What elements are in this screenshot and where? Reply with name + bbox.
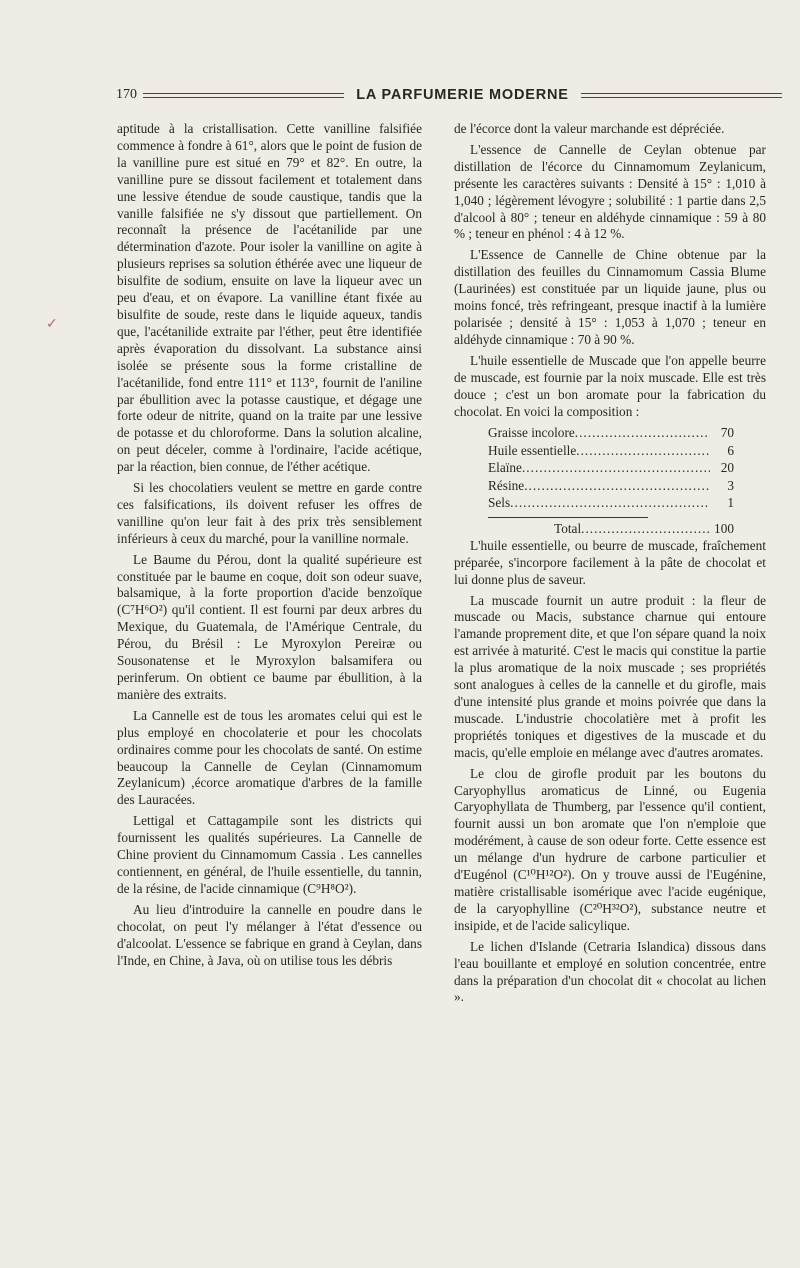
margin-mark: ✓ [46, 317, 58, 332]
component-name: Huile essentielle [488, 442, 577, 458]
page-number: 170 [116, 87, 137, 102]
left-column [117, 121, 422, 973]
paragraph: Si les chocolatiers veulent se mettre en garde contre ces falsifications, ils doivent refuser les offres de vanilline qu'on leur fait à des prix très sensiblement inférieurs à ceux du marché, pour la vanilline normale. [117, 480, 422, 546]
paragraph: Au lieu d'introduire la cannelle en poudre dans le chocolat, on peut l'y mélanger à l'état d'essence ou d'alcoolat. L'essence se fabrique en grand à Ceylan, dans l'Inde, en Chine, à Java, où on utilise tous les débris [117, 901, 422, 968]
component-name: Résine [488, 477, 525, 493]
composition-row [488, 424, 734, 441]
paragraph: L'huile essentielle de Muscade que l'on appelle beurre de muscade, est fournie par la noix muscade. Elle est très douce ; c'est un bon aromate pour la fabrication du chocolat. En voici la composition : [454, 352, 766, 419]
paragraph: La muscade fournit un autre produit : la fleur de muscade ou Macis, substance charnue qui entoure l'amande proprement dite, et que l'on sépare quand la noix est arrivée à maturité. C'est le macis qui constitue la partie la plus aromatique de la noix muscade ; ses propriétés sont analogues à celles de la cannelle et du girofle, mais d'une intensité plus grande et moins poivrée que dans la muscade. L'industrie chocolatière met à profit les propriétés toniques et digestives de la muscade et du macis, qu'elle emploie en mélange avec d'autres aromates. [454, 592, 766, 760]
composition-total [554, 520, 734, 537]
header-rule-right [581, 93, 782, 98]
paragraph: La Cannelle est de tous les aromates celui qui est le plus employé en chocolaterie et pour les chocolats ordinaires comme pour les chocolats de santé. On estime beaucoup la Cannelle de Ceylan (Cinnamomum Zeylanicum) ,écorce aromatique d'arbres de la famille des Lauracées. [117, 707, 422, 808]
composition-table [488, 424, 734, 511]
paragraph: Lettigal et Cattagampile sont les districts qui fournissent les qualités supérieures. La Cannelle de Chine provient du Cinnamomum Cassia . Les cannelles contiennent, en général, de l'huile essentielle, du tannin, de la résine, de l'acide cinnamique (C⁹H⁸O²). [117, 813, 422, 896]
header-rule-left [143, 93, 344, 98]
paragraph: Le lichen d'Islande (Cetraria Islandica) dissous dans l'eau bouillante et employé en solution concentrée, entre dans la préparation d'un chocolat dit « chocolat au lichen ». [454, 938, 766, 1005]
leader-dots [575, 424, 710, 441]
total-value: 100 [714, 521, 734, 537]
leader-dots [576, 442, 710, 459]
component-value: 3 [727, 477, 734, 493]
leader-dots [510, 494, 710, 511]
paragraph: aptitude à la cristallisation. Cette vanilline falsifiée commence à fondre à 61°, alors que le point de fusion de la vanilline pure est situé en 79° et 82°. En outre, la vanilline pure se dissout facilement et totalement dans une lessive étendue de soude caustique, tandis que la vanille falsifiée ne s'y dissout que partiellement. On reconnaît la présence de l'acétanilide par une détermination d'azote. Pour isoler la vanilline on agite à plusieurs reprises sa solution éthérée avec une liqueur de bisulfite de sodium, ensuite on lave la liqueur avec un peu d'eau, et on évapore. La vanilline étant fixée au bisulfite de soude, reste dans le liquide aqueux, tandis que, l'acétanilide extraite par l'éther, peut être identifiée après évaporation du dissolvant. La substance ainsi isolée se présente sous la forme cristalline de l'acétanilide, fond entre 111° et 113°, fournit de l'aniline par ébullition avec la potasse caustique, et dégage une forte odeur de nitrite, quand on la traite par une lessive de potasse et du chloroforme. Dans la solution alcaline, on peut déceler, comme à l'ordinaire, l'acide acétique, par la réaction, bien connue, de l'éther acétique. [117, 121, 422, 475]
paragraph: Le Baume du Pérou, dont la qualité supérieure est constituée par le baume en coque, doit son odeur suave, balsamique, à la forte proportion d'acide benzoïque (C⁷H⁶O²) qu'il contient. Il est fourni par deux arbres du Mexique, du Guatemala, de l'Amérique Centrale, du Pérou, du Brésil : Le Myroxylon Pereiræ ou Sousonatense et le Myroxylon balsamifera ou perinferum. On obtient ce baume par ébullition, à la manière des extraits. [117, 551, 422, 702]
leader-dots [524, 477, 710, 494]
composition-row [488, 477, 734, 494]
paragraph: de l'écorce dont la valeur marchande est dépréciée. [454, 121, 725, 136]
component-name: Graisse incolore [488, 425, 575, 441]
total-label: Total [554, 521, 582, 537]
component-value: 70 [720, 425, 734, 441]
component-name: Elaïne [488, 460, 522, 476]
composition-row [488, 459, 734, 476]
paragraph: L'Essence de Cannelle de Chine obtenue par la distillation des feuilles du Cinnamomum Cassia Blume (Laurinées) est constituée par un liquide jaune, plus ou moins foncé, très refringeant, presque inactif à la lumière polarisée ; densité à 15° : 1,053 à 1,070 ; teneur en aldéhyde cinnamique : 70 à 90 %. [454, 247, 766, 347]
composition-row [488, 494, 734, 511]
paragraph: L'huile essentielle, ou beurre de muscade, fraîchement préparée, s'incorpore facilement à la pâte de chocolat et lui donne plus de saveur. [454, 537, 766, 587]
component-name: Sels [488, 495, 511, 511]
total-rule [488, 517, 648, 518]
paragraph: L'essence de Cannelle de Ceylan obtenue par distillation de l'écorce du Cinnamomum Zeylanicum, présente les caractères suivants : Densité à 15° : 1,010 à 1,040 ; légèrement lévogyre ; solubilité : 1 partie dans 2,5 d'alcool à 80° ; teneur en aldéhyde cinnamique : 59 à 80 % ; teneur en phénol : 4 à 12 %. [454, 141, 766, 242]
composition-row [488, 442, 734, 459]
component-value: 1 [727, 495, 734, 511]
right-column [454, 121, 766, 1010]
journal-title: LA PARFUMERIE MODERNE [356, 87, 569, 103]
leader-dots [581, 520, 710, 537]
leader-dots [522, 459, 710, 476]
component-value: 20 [720, 460, 734, 476]
paragraph: Le clou de girofle produit par les boutons du Caryophyllus aromaticus de Linné, ou Eugenia Caryophyllata de Thumberg, par l'essence qu'il contient, fournit aussi un bon aromate que l'on n'emploie que modérément, à cause de son odeur forte. Cette essence est un mélange d'un hydrure de carbone particulier et d'Eugénol (C¹⁰H¹²O²). On y trouve aussi de l'Eugénine, matière cristallisable isomérique avec l'acide eugénique, de la caryophylline (C²⁰H³²O²), substance neutre et insipide, et de l'acide salicylique. [454, 765, 766, 933]
component-value: 6 [727, 442, 734, 458]
running-header [116, 84, 782, 106]
